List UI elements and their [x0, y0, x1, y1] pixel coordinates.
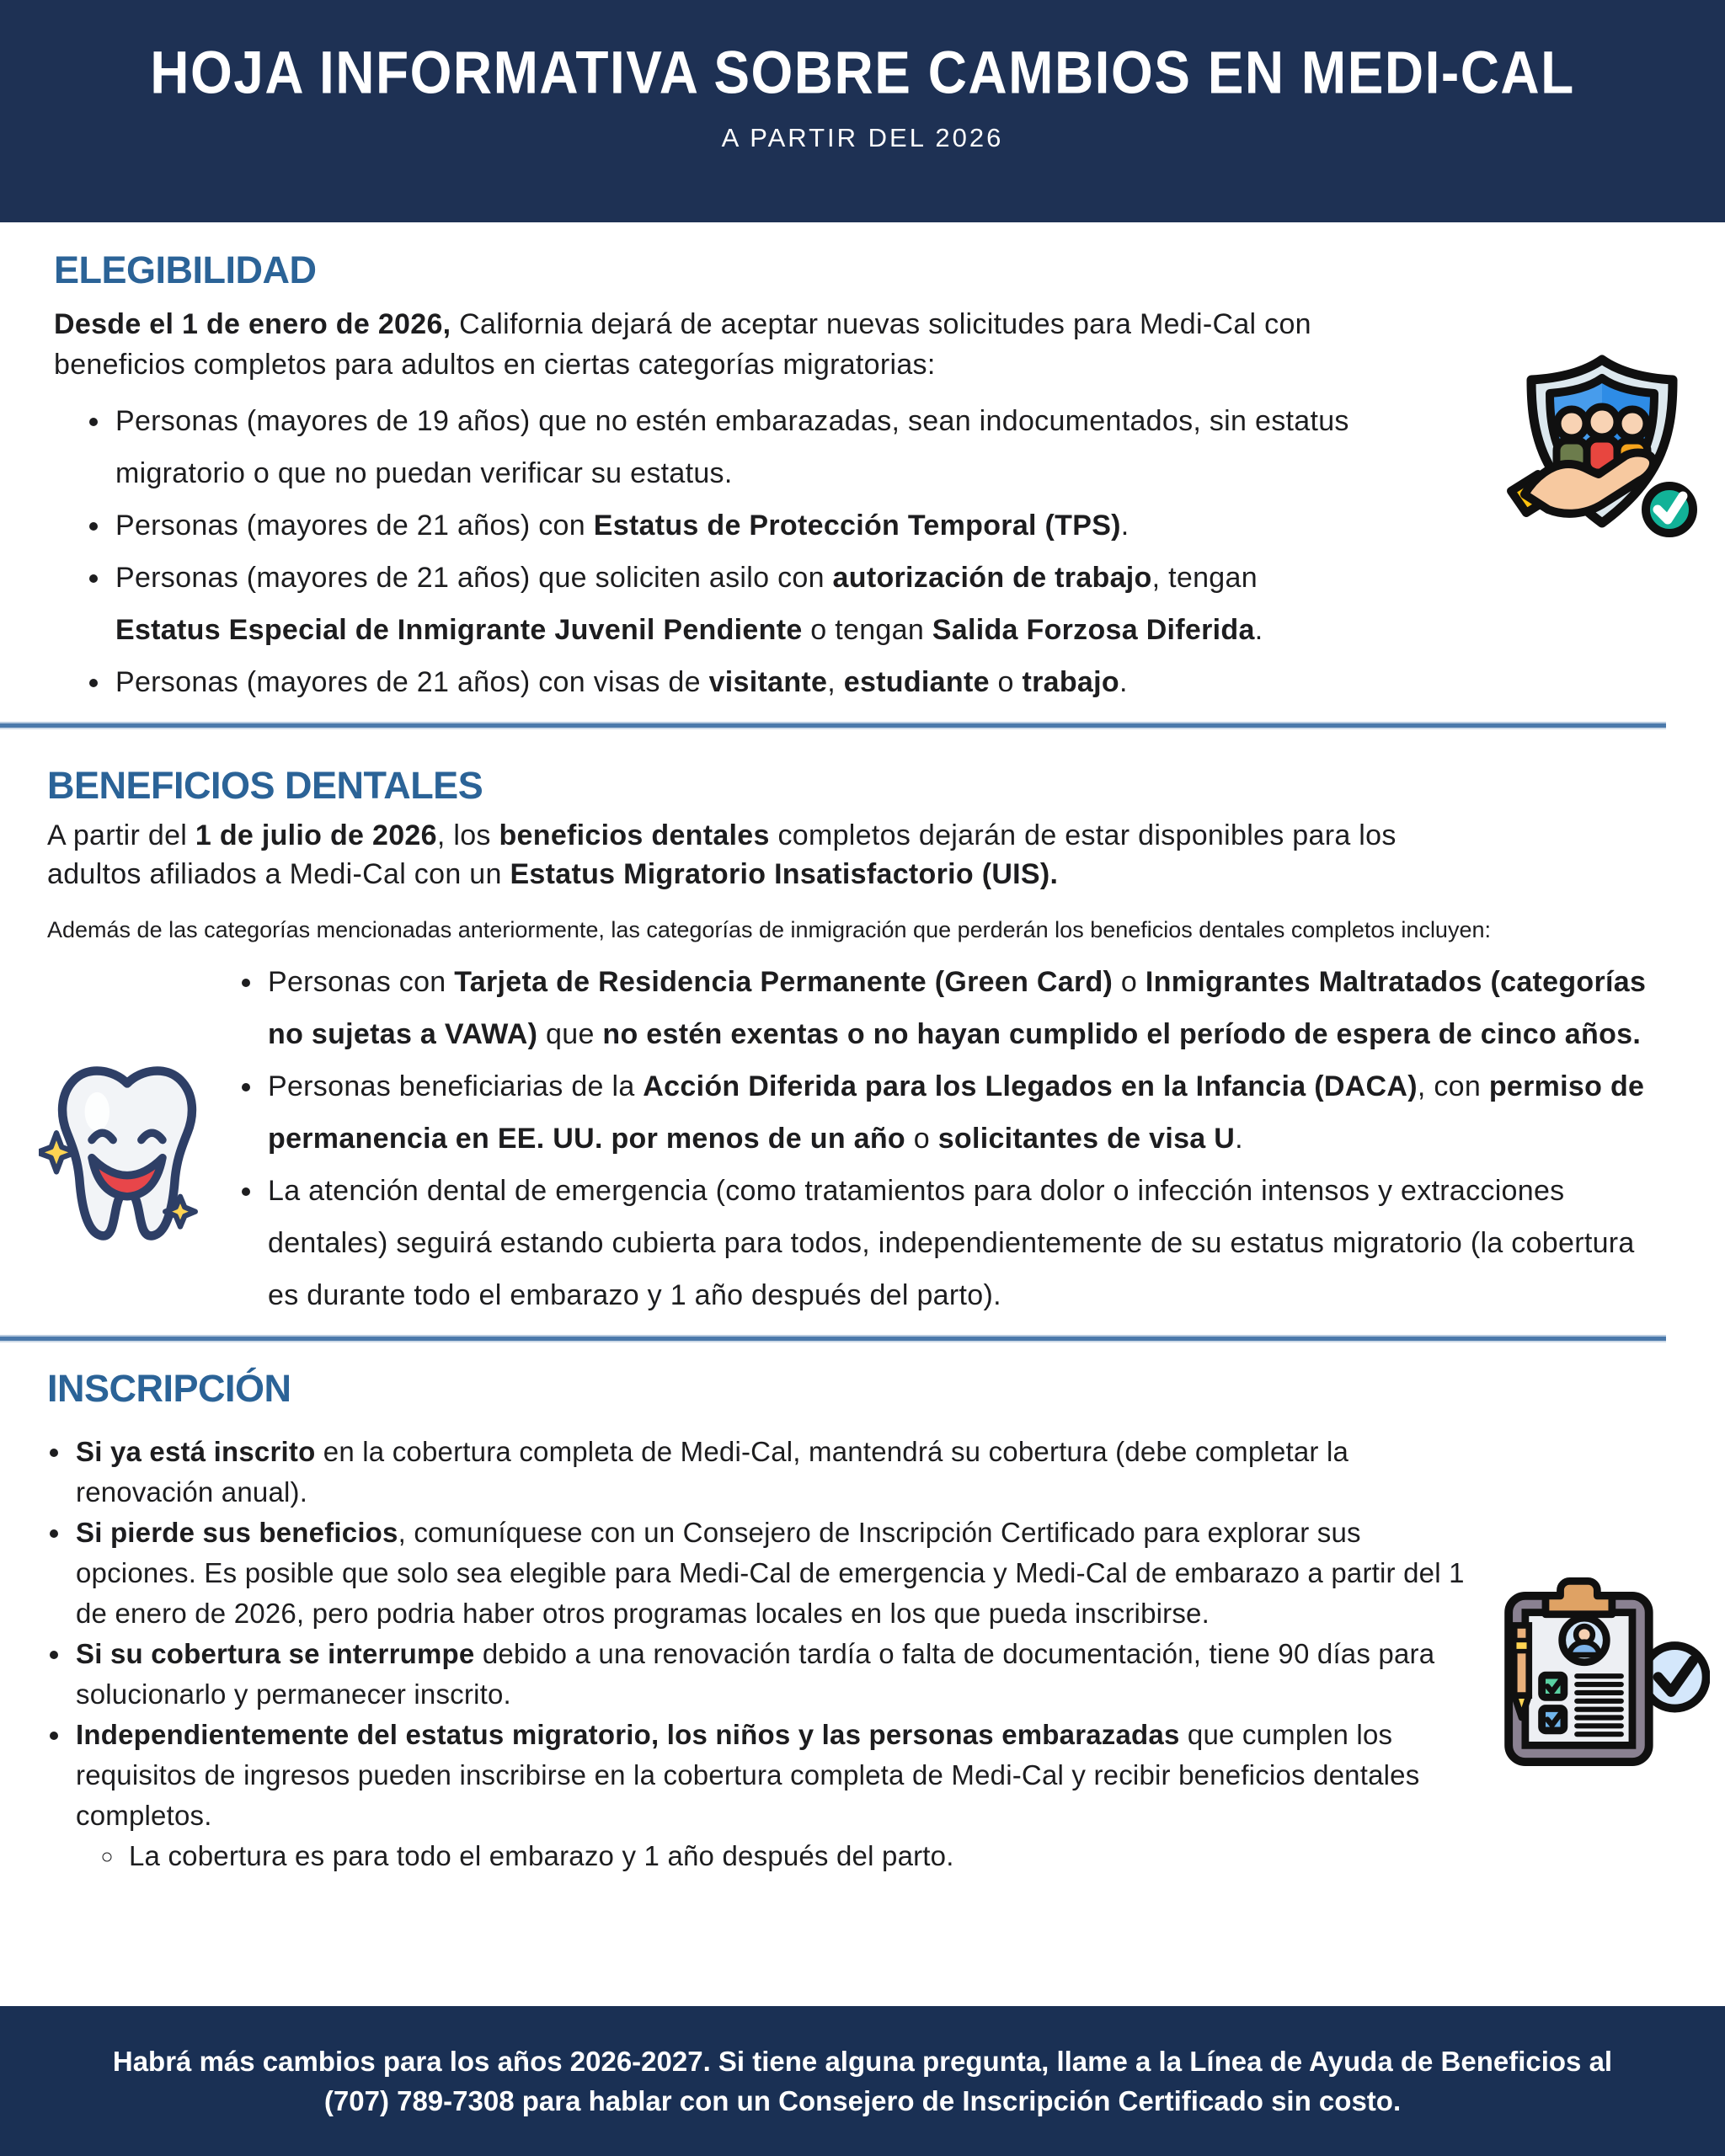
dental-intro: A partir del 1 de julio de 2026, los beneficios dentales completos dejarán de estar disponibles para los adultos afiliados a Medi-Cal con un Estatus Migratorio Insatisfactorio (UIS). — [47, 819, 1397, 890]
clipboard-checklist-icon — [1498, 1577, 1710, 1772]
header-banner — [0, 0, 1725, 222]
inscription-sub-list — [76, 1836, 1471, 1876]
list-item: • Si ya está inscrito en la cobertura completa de Medi-Cal, mantendrá su cobertura (debe completar la renovación anual). — [72, 1432, 1471, 1513]
list-item: • Independientemente del estatus migratorio, los niños y las personas embarazadas que cumplen los requisitos de ingresos pueden inscribirse en la cobertura completa de Medi-Cal y recibir beneficios dentales completos. ◦ La cobertura es para todo el embarazo y 1 año después del parto. — [72, 1715, 1471, 1876]
people-shield-icon — [1501, 350, 1703, 543]
footer-banner — [0, 2006, 1725, 2156]
list-item: • Personas (mayores de 19 años) que no estén embarazadas, sean indocumentados, sin estatus migratorio o que no puedan verificar su estatus. — [112, 395, 1351, 499]
eligibility-intro: Desde el 1 de enero de 2026, California dejará de aceptar nuevas solicitudes para Medi-Cal con beneficios completos para adultos en ciertas categorías migratorias: — [54, 308, 1311, 381]
section-divider — [0, 1335, 1666, 1342]
list-item: • La atención dental de emergencia (como tratamientos para dolor o infección intensos y extracciones dentales) seguirá estando cubierta para todos, independientemente de su estatus migratorio (la cobertura es durante todo el embarazo y 1 año después del parto). — [264, 1165, 1663, 1321]
dental-note: Además de las categorías mencionadas anteriormente, las categorías de inmigración que perderán los beneficios dentales completos incluyen: — [47, 917, 1491, 942]
section-heading-eligibility: ELEGIBILIDAD — [54, 248, 317, 291]
list-item: • Personas (mayores de 21 años) que soliciten asilo con autorización de trabajo, tengan Estatus Especial de Inmigrante Juvenil Pendiente o tengan Salida Forzosa Diferida. — [112, 552, 1351, 656]
list-item: • Personas con Tarjeta de Residencia Permanente (Green Card) o Inmigrantes Maltratados (categorías no sujetas a VAWA) que no estén exentas o no hayan cumplido el período de espera de cinco años. — [264, 956, 1663, 1060]
footer-help-line-text: Habrá más cambios para los años 2026-2027. Si tiene alguna pregunta, llame a la Línea de Ayuda de Beneficios al (707) 789-7308 para hablar con un Consejero de Inscripción Certificado sin costo. — [112, 2046, 1613, 2116]
sub-list-item: ◦ La cobertura es para todo el embarazo y 1 año después del parto. — [126, 1836, 1471, 1876]
page-title: HOJA INFORMATIVA SOBRE CAMBIOS EN MEDI-CAL — [150, 38, 1575, 107]
section-heading-inscription: INSCRIPCIÓN — [47, 1367, 291, 1410]
list-item: • Si pierde sus beneficios, comuníquese con un Consejero de Inscripción Certificado para explorar sus opciones. Es posible que solo sea elegible para Medi-Cal de emergencia y Medi-Cal de embarazo a partir del 1 de enero de 2026, pero podria haber otros programas locales en los que pueda inscribirse. — [72, 1513, 1471, 1634]
dental-bullet-list — [202, 956, 1663, 1321]
section-divider — [0, 722, 1666, 729]
eligibility-bullet-list — [54, 395, 1351, 708]
section-heading-dental: BENEFICIOS DENTALES — [47, 764, 483, 807]
page-subtitle: A PARTIR DEL 2026 — [721, 123, 1004, 152]
list-item: • Personas (mayores de 21 años) con visas de visitante, estudiante o trabajo. — [112, 656, 1351, 708]
list-item: • Personas (mayores de 21 años) con Estatus de Protección Temporal (TPS). — [112, 499, 1351, 552]
list-item: • Personas beneficiarias de la Acción Diferida para los Llegados en la Infancia (DACA), con permiso de permanencia en EE. UU. por menos de un año o solicitantes de visa U. — [264, 1060, 1663, 1165]
list-item: • Si su cobertura se interrumpe debido a una renovación tardía o falta de documentación, tiene 90 días para solucionarlo y permanecer inscrito. — [72, 1634, 1471, 1715]
smiling-tooth-icon — [39, 1057, 216, 1255]
inscription-bullet-list — [17, 1432, 1471, 1876]
